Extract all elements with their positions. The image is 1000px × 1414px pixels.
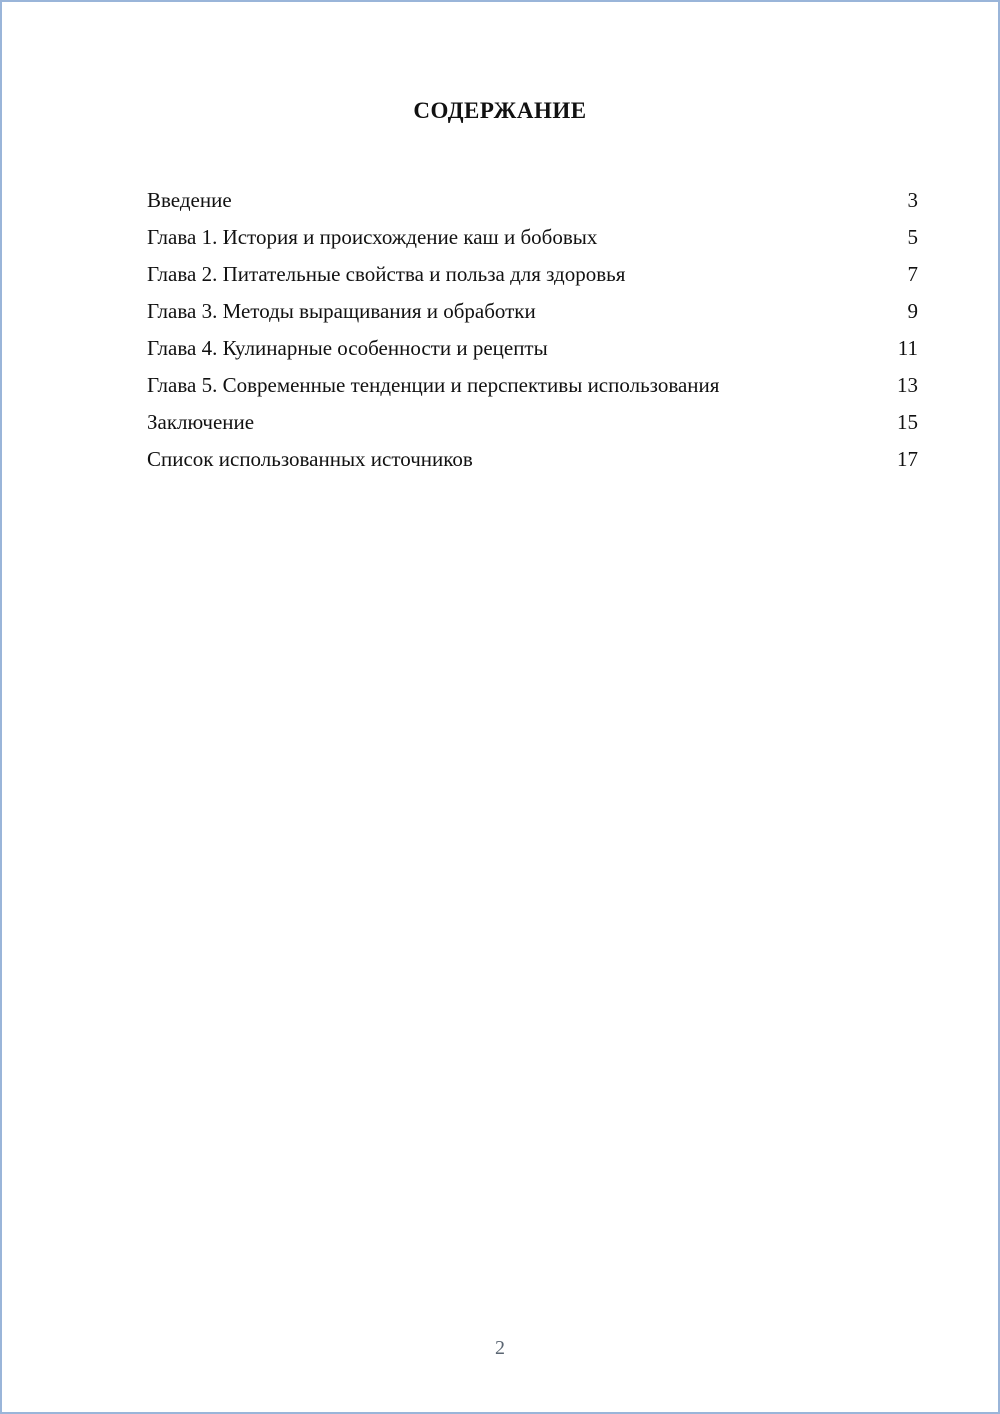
page-number: 2 <box>495 1337 505 1359</box>
toc-entry-page: 5 <box>907 225 918 249</box>
toc-entry-page: 11 <box>897 336 918 360</box>
toc-entry-page: 7 <box>907 262 918 286</box>
toc-row <box>147 219 918 256</box>
toc-row <box>147 441 918 478</box>
toc-entry-title: Глава 4. Кулинарные особенности и рецепты <box>147 336 548 360</box>
toc-row <box>147 256 918 293</box>
toc-entry-title: Глава 2. Питательные свойства и польза для здоровья <box>147 262 626 286</box>
toc-row <box>147 330 918 367</box>
toc-row <box>147 293 918 330</box>
toc-entry-title: Глава 5. Современные тенденции и перспективы использования <box>147 373 720 397</box>
toc-entry-title: Заключение <box>147 410 255 434</box>
toc-entry-page: 17 <box>897 447 918 471</box>
toc-row <box>147 367 918 404</box>
toc-entry-page: 3 <box>907 188 918 212</box>
toc-row <box>147 404 918 441</box>
toc-entry-title: Введение <box>147 188 232 212</box>
toc-row <box>147 182 918 219</box>
page-title: СОДЕРЖАНИЕ <box>413 98 587 123</box>
table-of-contents <box>2 182 998 478</box>
toc-entry-title: Список использованных источников <box>147 447 473 471</box>
toc-entry-page: 15 <box>897 410 918 434</box>
toc-entry-title: Глава 1. История и происхождение каш и бобовых <box>147 225 598 249</box>
toc-entry-title: Глава 3. Методы выращивания и обработки <box>147 299 536 323</box>
toc-entry-page: 13 <box>897 373 918 397</box>
toc-entry-page: 9 <box>907 299 918 323</box>
